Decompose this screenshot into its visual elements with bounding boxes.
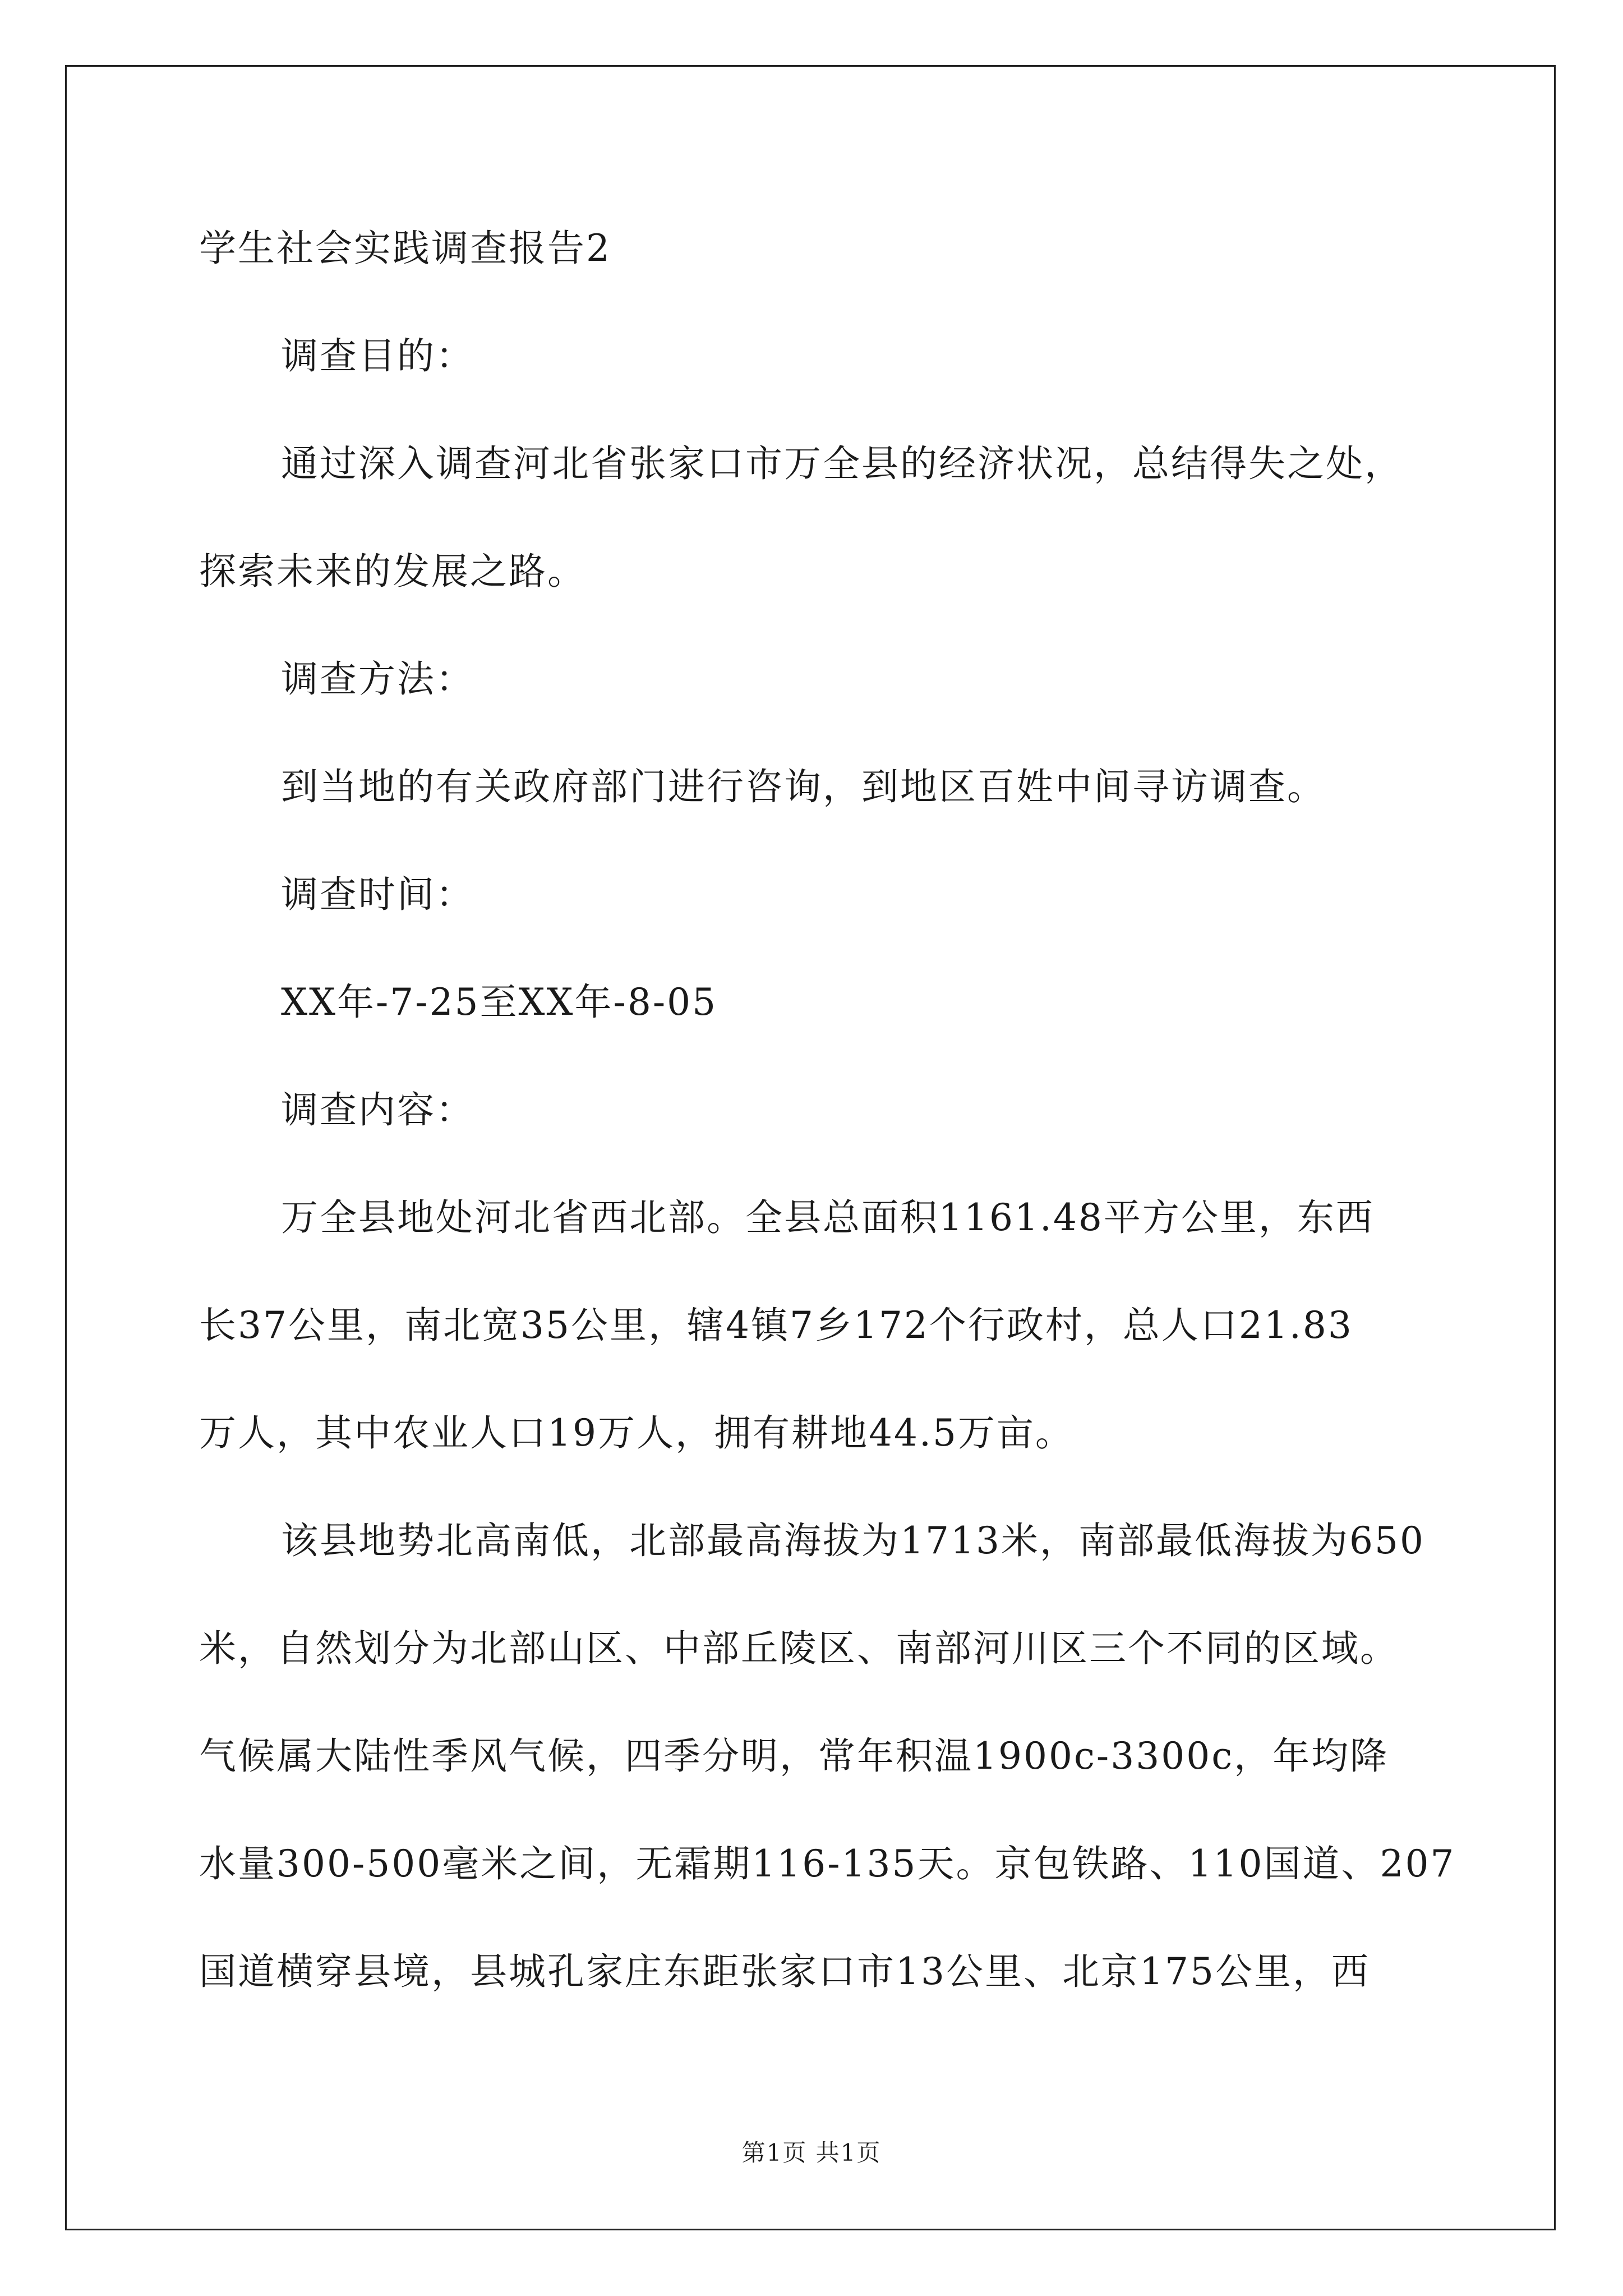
document-title: 学生社会实践调查报告2 — [199, 227, 611, 270]
paragraph-line: 万全县地处河北省西北部。全县总面积1161.48平方公里，东西 — [281, 1196, 1375, 1239]
method-text: 到当地的有关政府部门进行咨询，到地区百姓中间寻访调查。 — [281, 765, 1326, 808]
paragraph-line: 国道横穿县境，县城孔家庄东距张家口市13公里、北京175公里，西 — [199, 1950, 1370, 1993]
content-heading: 调查内容： — [281, 1088, 474, 1131]
paragraph-line: 水量300-500毫米之间，无霜期116-135天。京包铁路、110国道、207 — [199, 1842, 1456, 1885]
purpose-heading: 调查目的： — [281, 334, 474, 378]
page-number-footer: 第1页 共1页 — [741, 2139, 882, 2166]
time-heading: 调查时间： — [281, 873, 474, 916]
paragraph-line: 万人，其中农业人口19万人，拥有耕地44.5万亩。 — [199, 1411, 1074, 1455]
time-text: XX年-7-25至XX年-8-05 — [281, 981, 718, 1024]
method-heading: 调查方法： — [281, 657, 474, 701]
paragraph-line: 米，自然划分为北部山区、中部丘陵区、南部河川区三个不同的区域。 — [199, 1627, 1399, 1670]
paragraph-line: 该县地势北高南低，北部最高海拔为1713米，南部最低海拔为650 — [281, 1519, 1425, 1562]
paragraph-line: 气候属大陆性季风气候，四季分明，常年积温1900c-3300c，年均降 — [199, 1734, 1389, 1778]
paragraph-line: 长37公里，南北宽35公里，辖4镇7乡172个行政村，总人口21.83 — [199, 1304, 1353, 1347]
purpose-paragraph — [199, 437, 1424, 599]
paragraph-line: 通过深入调查河北省张家口市万全县的经济状况，总结得失之处， — [281, 442, 1403, 485]
document-body — [199, 222, 1456, 2053]
paragraph-line: 探索未来的发展之路。 — [199, 550, 586, 593]
content-paragraph-2 — [199, 1514, 1456, 1999]
content-paragraph-1 — [199, 1191, 1424, 1460]
